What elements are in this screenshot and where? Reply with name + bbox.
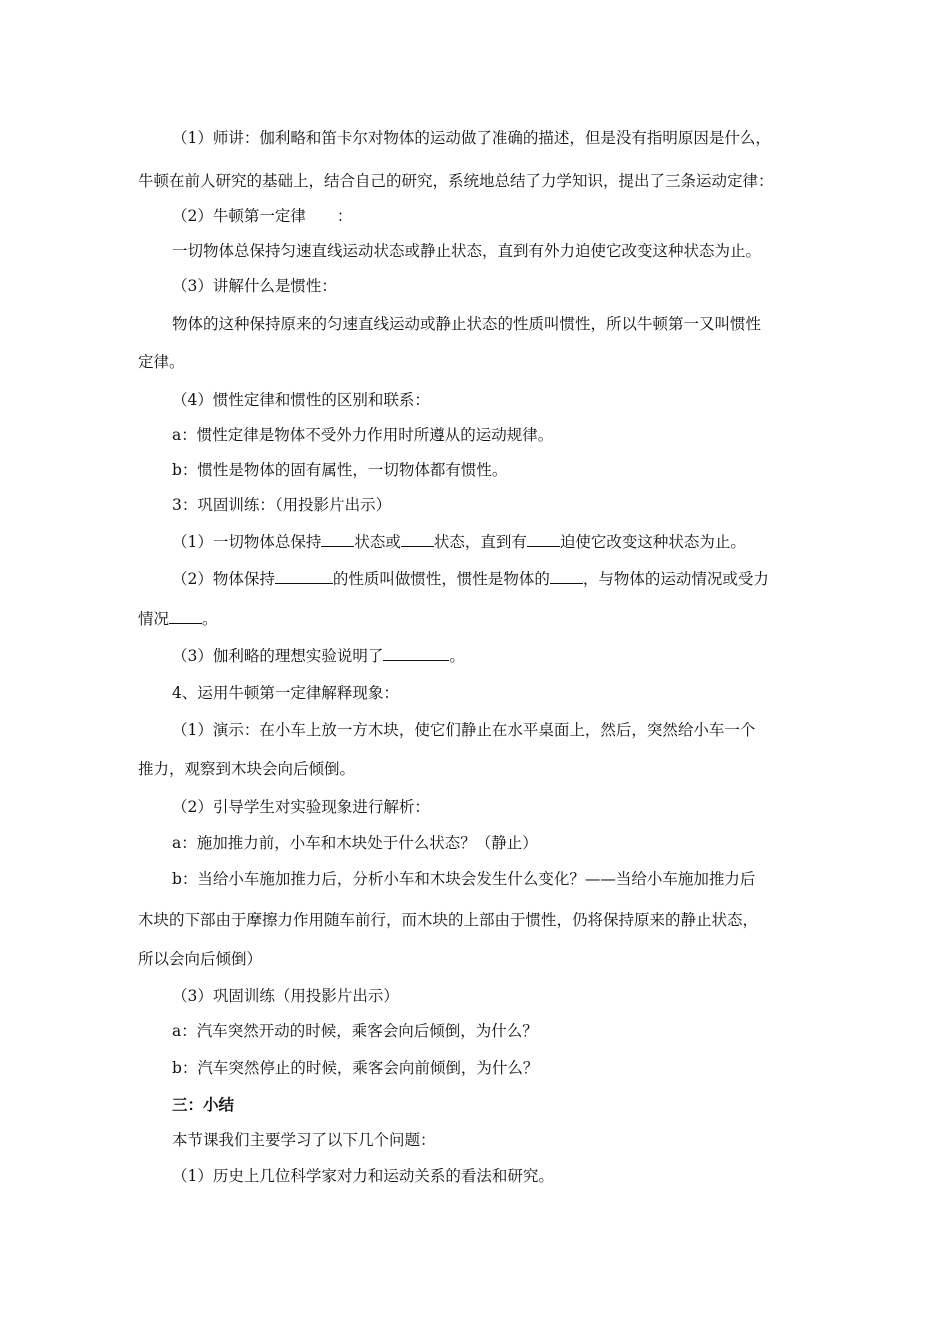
- answer-blank[interactable]: [321, 532, 354, 547]
- analysis-item-b-line-1: b：当给小车施加推力后，分析小车和木块会发生什么变化？——当给小车施加推力后: [172, 870, 756, 888]
- analysis-item-b-line-2: 木块的下部由于摩擦力作用随车前行，而木块的上部由于惯性，仍将保持原来的静止状态，: [138, 911, 759, 929]
- answer-blank[interactable]: [550, 569, 583, 584]
- summary-intro: 本节课我们主要学习了以下几个问题：: [172, 1131, 436, 1149]
- answer-blank[interactable]: [169, 609, 202, 624]
- newton-first-law-statement: 一切物体总保持匀速直线运动状态或静止状态，直到有外力迫使它改变这种状态为止。: [172, 242, 762, 260]
- inertia-definition-line-1: 物体的这种保持原来的匀速直线运动或静止状态的性质叫惯性，所以牛顿第一又叫惯性: [172, 315, 762, 333]
- summary-item-1: （1）历史上几位科学家对力和运动关系的看法和研究。: [172, 1167, 554, 1185]
- inertia-heading: （3）讲解什么是惯性：: [172, 277, 337, 295]
- analysis-heading: （2）引导学生对实验现象进行解析：: [172, 798, 430, 816]
- answer-blank[interactable]: [275, 569, 333, 584]
- difference-item-a: a：惯性定律是物体不受外力作用时所遵从的运动规律。: [172, 426, 554, 444]
- difference-heading: （4）惯性定律和惯性的区别和联系：: [172, 391, 430, 409]
- inertia-definition-line-2: 定律。: [138, 353, 185, 371]
- demo-line-2: 推力，观察到木块会向后倾倒。: [138, 760, 356, 778]
- answer-blank[interactable]: [527, 532, 560, 547]
- difference-item-b: b：惯性是物体的固有属性，一切物体都有惯性。: [172, 461, 508, 479]
- practice-2-item-b: b：汽车突然停止的时候，乘客会向前倾倒，为什么？: [172, 1059, 539, 1077]
- answer-blank[interactable]: [401, 532, 434, 547]
- section-4-heading: 4、运用牛顿第一定律解释现象：: [172, 684, 399, 702]
- practice-question-2-line-2: 情况 。: [138, 610, 218, 628]
- paragraph-1-line-2: 牛顿在前人研究的基础上，结合自己的研究，系统地总结了力学知识，提出了三条运动定律：: [138, 172, 774, 190]
- summary-heading: 三：小结: [172, 1096, 235, 1114]
- practice-2-item-a: a：汽车突然开动的时候，乘客会向后倾倒，为什么？: [172, 1022, 538, 1040]
- practice-question-2-line-1: （2）物体保持 的性质叫做惯性，惯性是物体的 ，与物体的运动情况或受力: [172, 570, 769, 588]
- practice-question-1: （1）一切物体总保持 状态或 状态，直到有 迫使它改变这种状态为止。: [172, 533, 746, 551]
- newton-first-law-heading: （2）牛顿第一定律 ：: [172, 207, 353, 225]
- demo-line-1: （1）演示：在小车上放一方木块，使它们静止在水平桌面上，然后，突然给小车一个: [172, 721, 756, 739]
- paragraph-1-line-1: （1）师讲：伽利略和笛卡尔对物体的运动做了准确的描述，但是没有指明原因是什么，: [172, 129, 771, 147]
- answer-blank[interactable]: [383, 646, 449, 661]
- practice-2-heading: （3）巩固训练（用投影片出示）: [172, 987, 399, 1005]
- analysis-item-a: a：施加推力前，小车和木块处于什么状态？（静止）: [172, 834, 538, 852]
- practice-heading: 3：巩固训练：（用投影片出示）: [172, 496, 392, 514]
- analysis-item-b-line-3: 所以会向后倾倒）: [138, 950, 263, 968]
- practice-question-3: （3）伽利略的理想实验说明了 。: [172, 647, 465, 665]
